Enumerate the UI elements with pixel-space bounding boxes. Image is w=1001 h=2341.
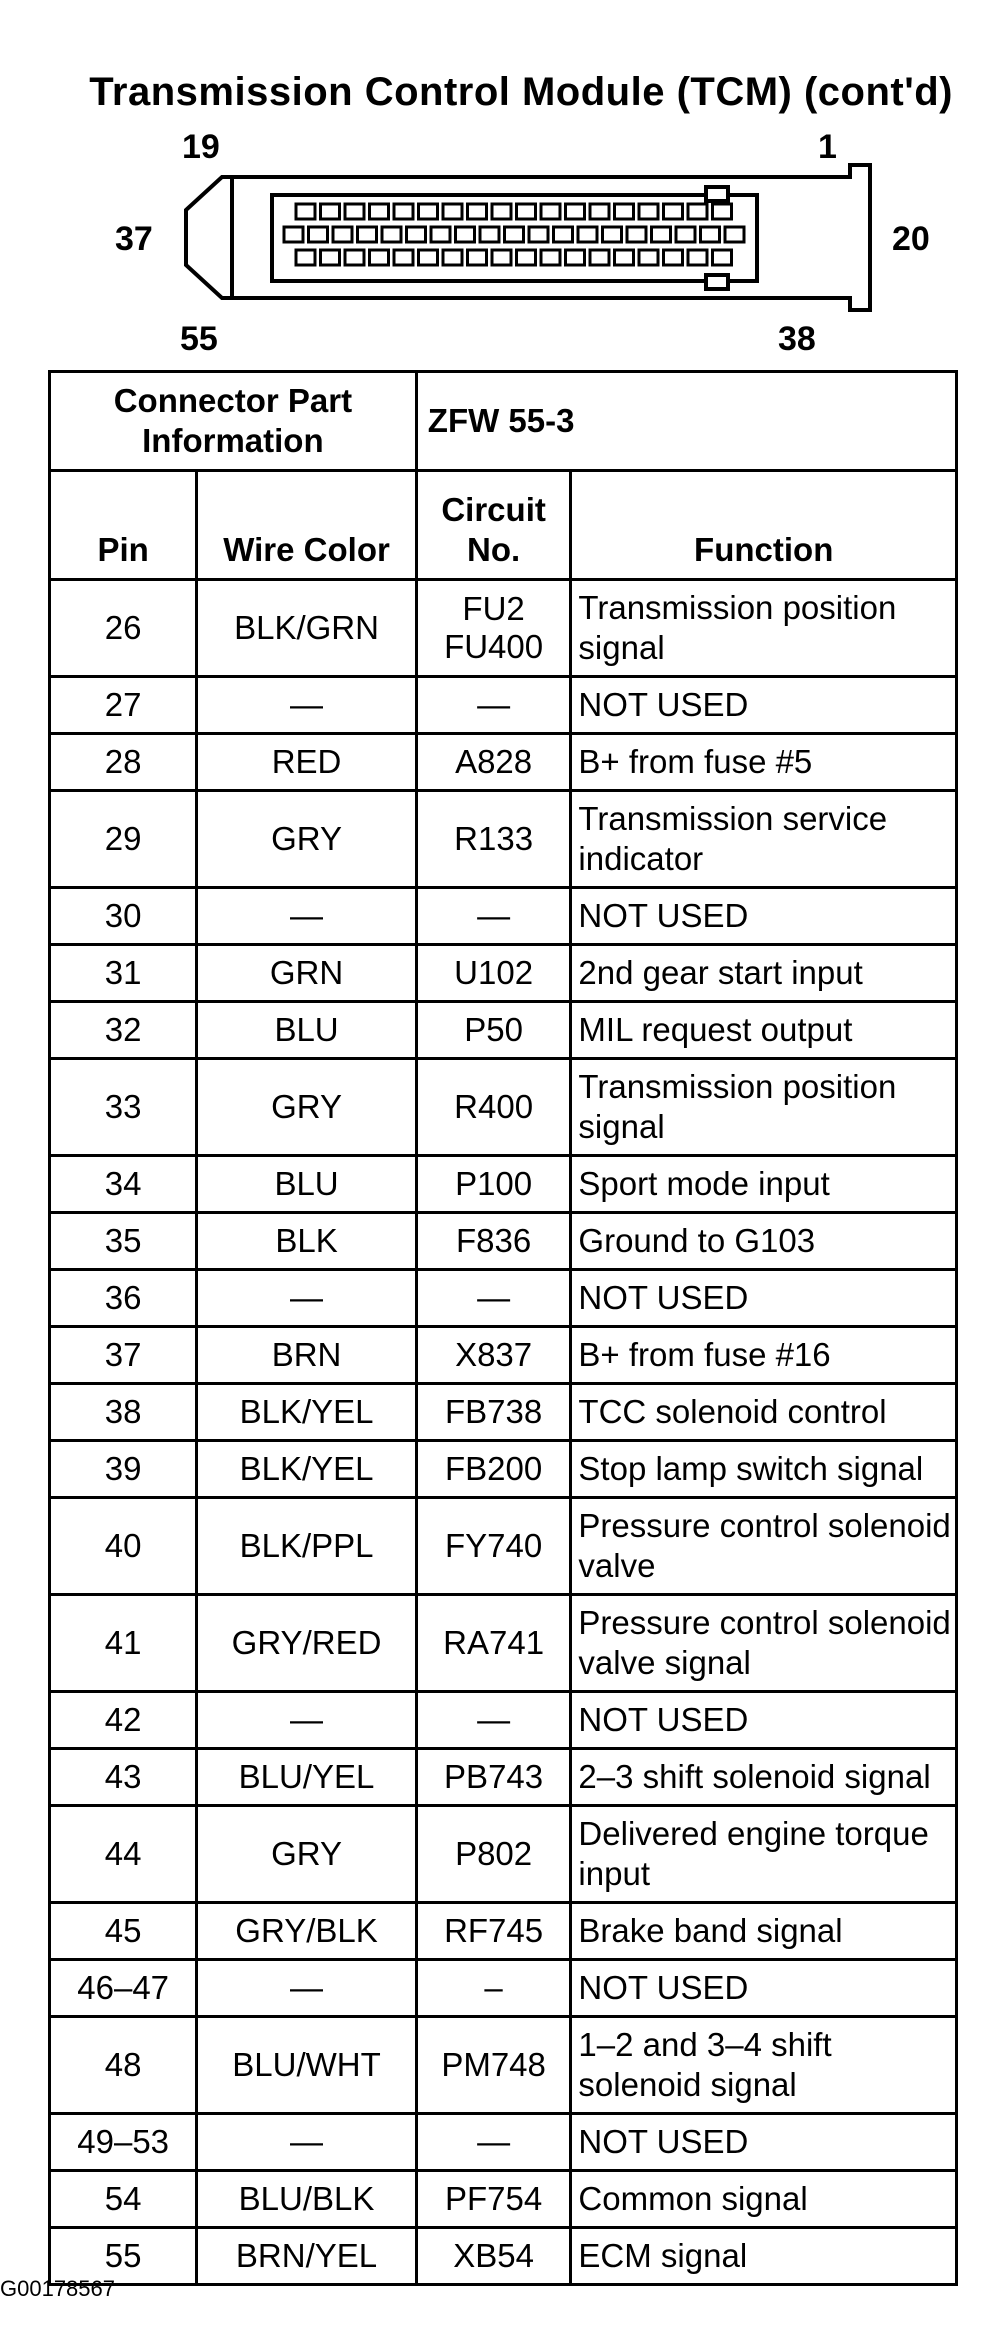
pin-cell: 30: [50, 888, 197, 945]
pin-cavity: [370, 250, 389, 265]
table-row: [50, 734, 957, 791]
function-cell: B+ from fuse #5: [571, 734, 957, 791]
function-cell: 1–2 and 3–4 shift solenoid signal: [571, 2017, 957, 2114]
circuit-cell: A828: [416, 734, 571, 791]
pin-cell: 37: [50, 1327, 197, 1384]
table-row: [50, 1327, 957, 1384]
table-row: [50, 1441, 957, 1498]
circuit-cell: —: [416, 677, 571, 734]
function-cell: Transmission service indicator: [571, 791, 957, 888]
pin-cavity: [370, 204, 389, 219]
circuit-cell: P50: [416, 1002, 571, 1059]
function-cell: 2nd gear start input: [571, 945, 957, 1002]
table-row: [50, 945, 957, 1002]
wire-color-cell: GRY/BLK: [197, 1903, 416, 1960]
function-cell: NOT USED: [571, 1270, 957, 1327]
pin-cavity: [701, 227, 720, 242]
table-row: [50, 1213, 957, 1270]
col-header-wire-color: Wire Color: [197, 471, 416, 580]
wire-color-cell: BLK/GRN: [197, 580, 416, 677]
pin-cell: 35: [50, 1213, 197, 1270]
circuit-cell: R133: [416, 791, 571, 888]
function-cell: Stop lamp switch signal: [571, 1441, 957, 1498]
connector-info-header: Connector Part Information: [50, 372, 417, 471]
pin-cavity: [590, 250, 609, 265]
table-row: [50, 1384, 957, 1441]
function-cell: TCC solenoid control: [571, 1384, 957, 1441]
circuit-cell: RF745: [416, 1903, 571, 1960]
pin-cell: 36: [50, 1270, 197, 1327]
circuit-cell: —: [416, 2114, 571, 2171]
wire-color-cell: —: [197, 1692, 416, 1749]
table-row: [50, 1960, 957, 2017]
pin-cavity: [443, 204, 462, 219]
pin-cell: 45: [50, 1903, 197, 1960]
pin-cavity: [664, 204, 683, 219]
pin-cell: 29: [50, 791, 197, 888]
function-cell: Brake band signal: [571, 1903, 957, 1960]
pin-cavity: [541, 250, 560, 265]
pin-cavity: [725, 227, 744, 242]
pin-cell: 40: [50, 1498, 197, 1595]
pin-label-19: 19: [182, 128, 220, 166]
pin-cavity: [345, 204, 364, 219]
pin-cavity: [688, 250, 707, 265]
wire-color-cell: —: [197, 888, 416, 945]
pin-label-37: 37: [115, 220, 153, 258]
pin-cell: 28: [50, 734, 197, 791]
pin-cavity: [639, 204, 658, 219]
pin-cavity: [358, 227, 377, 242]
wire-color-cell: BLU: [197, 1002, 416, 1059]
pin-cavity: [713, 204, 732, 219]
function-cell: Pressure control solenoid valve signal: [571, 1595, 957, 1692]
wire-color-cell: —: [197, 677, 416, 734]
pin-cell: 41: [50, 1595, 197, 1692]
pin-cavity: [309, 227, 328, 242]
pin-cavity: [529, 227, 548, 242]
pin-cavity: [627, 227, 646, 242]
pin-cavity: [688, 204, 707, 219]
pin-cell: 27: [50, 677, 197, 734]
wire-color-cell: —: [197, 2114, 416, 2171]
wire-color-cell: BLK/YEL: [197, 1441, 416, 1498]
pin-cell: 44: [50, 1806, 197, 1903]
circuit-cell: FB200: [416, 1441, 571, 1498]
pin-cavity: [296, 204, 315, 219]
pin-cavity: [492, 250, 511, 265]
pin-cavity: [517, 250, 536, 265]
pin-cavity: [676, 227, 695, 242]
pin-cell: 33: [50, 1059, 197, 1156]
pin-cell: 39: [50, 1441, 197, 1498]
function-cell: Transmission position signal: [571, 580, 957, 677]
circuit-cell: FU2 FU400: [416, 580, 571, 677]
table-row: [50, 1270, 957, 1327]
circuit-cell: PB743: [416, 1749, 571, 1806]
wire-color-cell: BLU/WHT: [197, 2017, 416, 2114]
wire-color-cell: BRN/YEL: [197, 2228, 416, 2285]
circuit-cell: R400: [416, 1059, 571, 1156]
pin-cavity: [296, 250, 315, 265]
circuit-cell: P100: [416, 1156, 571, 1213]
function-cell: NOT USED: [571, 1960, 957, 2017]
table-row: [50, 1749, 957, 1806]
pin-label-1: 1: [818, 128, 837, 166]
pin-cavity: [554, 227, 573, 242]
wire-color-cell: GRY: [197, 1059, 416, 1156]
pin-cavity: [603, 227, 622, 242]
connector-part-number: ZFW 55-3: [416, 372, 956, 471]
pin-cell: 54: [50, 2171, 197, 2228]
circuit-cell: —: [416, 1692, 571, 1749]
table-row: [50, 2171, 957, 2228]
pinout-table: [48, 370, 958, 2286]
function-cell: Common signal: [571, 2171, 957, 2228]
table-row: [50, 1059, 957, 1156]
wire-color-cell: RED: [197, 734, 416, 791]
wire-color-cell: BLK: [197, 1213, 416, 1270]
table-row: [50, 2017, 957, 2114]
circuit-cell: PM748: [416, 2017, 571, 2114]
circuit-cell: –: [416, 1960, 571, 2017]
table-row: [50, 1903, 957, 1960]
pin-label-20: 20: [892, 220, 930, 258]
figure-code: G00178567: [0, 2276, 115, 2301]
pin-cavity: [321, 250, 340, 265]
wire-color-cell: BLU/YEL: [197, 1749, 416, 1806]
pin-cavity: [639, 250, 658, 265]
table-row: [50, 2228, 957, 2285]
circuit-cell: FB738: [416, 1384, 571, 1441]
wire-color-cell: —: [197, 1270, 416, 1327]
col-header-function: Function: [571, 471, 957, 580]
col-header-pin: Pin: [50, 471, 197, 580]
pin-cavity: [394, 250, 413, 265]
pin-cell: 38: [50, 1384, 197, 1441]
connector-diagram: [0, 115, 1001, 335]
wire-color-cell: BLU: [197, 1156, 416, 1213]
table-row: [50, 1692, 957, 1749]
pin-cavity: [443, 250, 462, 265]
function-cell: Ground to G103: [571, 1213, 957, 1270]
pin-cell: 49–53: [50, 2114, 197, 2171]
table-row: [50, 1806, 957, 1903]
pin-cavity: [321, 204, 340, 219]
table-row: [50, 1595, 957, 1692]
function-cell: 2–3 shift solenoid signal: [571, 1749, 957, 1806]
pin-label-38: 38: [778, 320, 816, 358]
pin-cavity: [578, 227, 597, 242]
pin-cavity: [505, 227, 524, 242]
pin-cell: 42: [50, 1692, 197, 1749]
pin-cavity: [480, 227, 499, 242]
circuit-cell: F836: [416, 1213, 571, 1270]
latch-tab-bottom: [706, 275, 728, 289]
function-cell: MIL request output: [571, 1002, 957, 1059]
pin-cavity: [468, 204, 487, 219]
pin-cavity: [615, 250, 634, 265]
pin-cell: 26: [50, 580, 197, 677]
pin-cavity: [468, 250, 487, 265]
pin-cavity: [456, 227, 475, 242]
pin-cavity: [419, 250, 438, 265]
pin-cell: 48: [50, 2017, 197, 2114]
pin-cavity: [284, 227, 303, 242]
pin-cavity: [382, 227, 401, 242]
circuit-cell: PF754: [416, 2171, 571, 2228]
function-cell: Pressure control solenoid valve: [571, 1498, 957, 1595]
function-cell: NOT USED: [571, 2114, 957, 2171]
wire-color-cell: BLK/YEL: [197, 1384, 416, 1441]
pin-cavity: [664, 250, 683, 265]
pin-cavity: [394, 204, 413, 219]
table-row: [50, 2114, 957, 2171]
table-row: [50, 1156, 957, 1213]
pin-cavity: [541, 204, 560, 219]
latch-tab-top: [706, 187, 728, 201]
col-header-circuit: Circuit No.: [416, 471, 571, 580]
circuit-cell: RA741: [416, 1595, 571, 1692]
function-cell: Delivered engine torque input: [571, 1806, 957, 1903]
table-row: [50, 791, 957, 888]
pin-cavity: [517, 204, 536, 219]
wire-color-cell: BRN: [197, 1327, 416, 1384]
wire-color-cell: —: [197, 1960, 416, 2017]
pin-cell: 31: [50, 945, 197, 1002]
pin-cavity: [419, 204, 438, 219]
pin-cavity: [566, 204, 585, 219]
circuit-cell: —: [416, 888, 571, 945]
table-row: [50, 1498, 957, 1595]
table-row: [50, 677, 957, 734]
wire-color-cell: BLK/PPL: [197, 1498, 416, 1595]
pin-cell: 43: [50, 1749, 197, 1806]
pin-cavity: [431, 227, 450, 242]
circuit-cell: P802: [416, 1806, 571, 1903]
pin-cell: 34: [50, 1156, 197, 1213]
function-cell: NOT USED: [571, 677, 957, 734]
pin-cavity: [345, 250, 364, 265]
pin-cavity: [652, 227, 671, 242]
pin-cavity: [615, 204, 634, 219]
table-row: [50, 888, 957, 945]
pin-label-55: 55: [180, 320, 218, 358]
circuit-cell: FY740: [416, 1498, 571, 1595]
function-cell: NOT USED: [571, 1692, 957, 1749]
pin-cavity: [333, 227, 352, 242]
circuit-cell: XB54: [416, 2228, 571, 2285]
wire-color-cell: GRY/RED: [197, 1595, 416, 1692]
circuit-cell: —: [416, 1270, 571, 1327]
function-cell: NOT USED: [571, 888, 957, 945]
pin-cavity: [590, 204, 609, 219]
pin-cell: 55: [50, 2228, 197, 2285]
wire-color-cell: GRY: [197, 791, 416, 888]
page-title: Transmission Control Module (TCM) (cont'd): [89, 70, 953, 114]
pin-cell: 46–47: [50, 1960, 197, 2017]
circuit-cell: X837: [416, 1327, 571, 1384]
pin-cavity: [713, 250, 732, 265]
function-cell: ECM signal: [571, 2228, 957, 2285]
pin-cell: 32: [50, 1002, 197, 1059]
function-cell: Transmission position signal: [571, 1059, 957, 1156]
pin-cavity: [566, 250, 585, 265]
circuit-cell: U102: [416, 945, 571, 1002]
pin-cavities: [284, 204, 744, 265]
wire-color-cell: GRY: [197, 1806, 416, 1903]
pin-cavity: [407, 227, 426, 242]
function-cell: Sport mode input: [571, 1156, 957, 1213]
table-row: [50, 1002, 957, 1059]
pin-cavity: [492, 204, 511, 219]
function-cell: B+ from fuse #16: [571, 1327, 957, 1384]
wire-color-cell: BLU/BLK: [197, 2171, 416, 2228]
table-row: [50, 580, 957, 677]
wire-color-cell: GRN: [197, 945, 416, 1002]
